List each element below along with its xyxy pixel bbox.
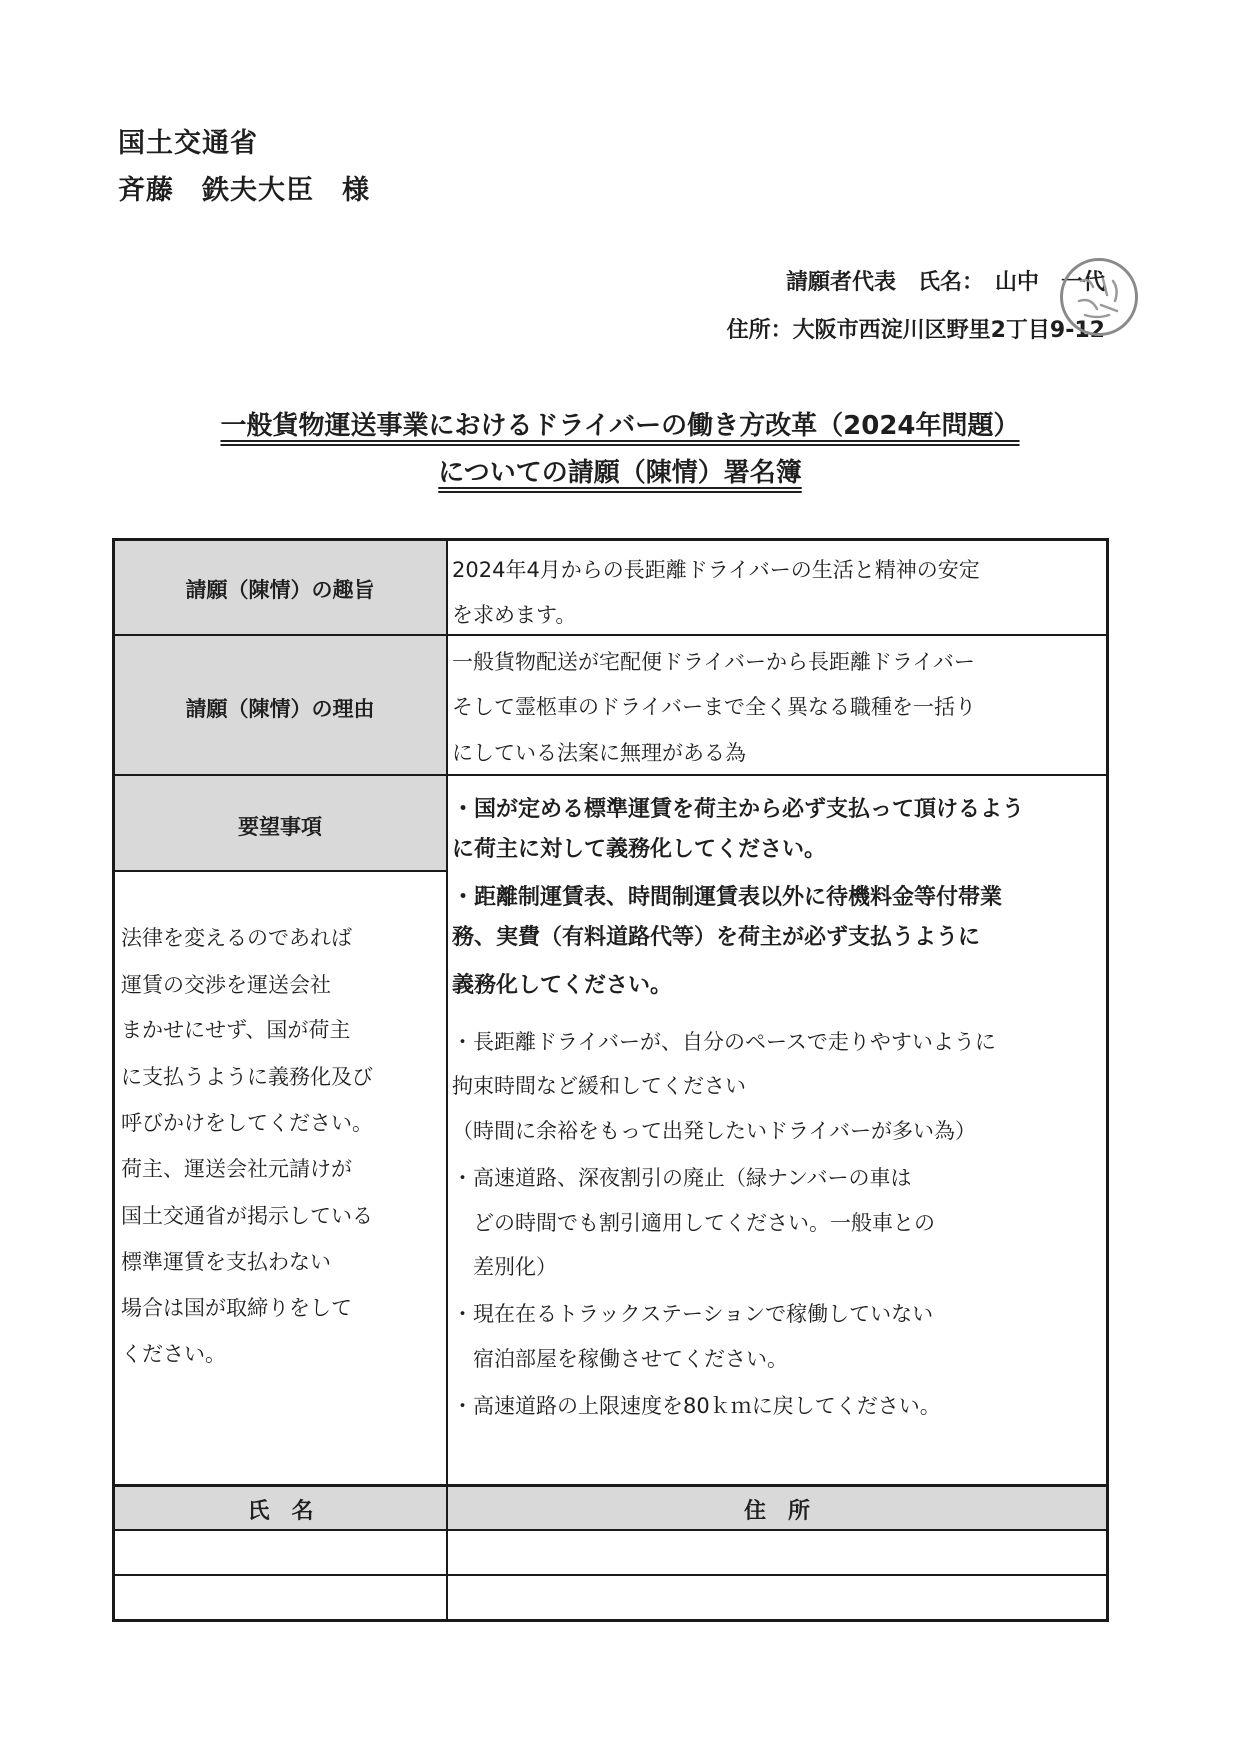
signature-name-field-1[interactable] (115, 1531, 446, 1574)
request-line-2: 拘束時間など緩和してください (452, 1074, 746, 1098)
request-line-9: ・高速道路の上限速度を80ｋｍに戻してください。 (452, 1394, 941, 1418)
note-line-2: 運賃の交渉を運送会社 (121, 973, 331, 997)
note-line-7: 国土交通省が掲示している (121, 1204, 373, 1228)
request-bold-line-2: に荷主に対して義務化してください。 (452, 837, 827, 862)
reason-line-2: そして霊柩車のドライバーまで全く異なる職種を一括り (452, 695, 976, 719)
note-line-3: まかせにせず、国が荷主 (121, 1018, 351, 1042)
petitioner-name: 請願者代表 氏名： 山中 一代 (785, 270, 1105, 295)
document-title-line1-text: 一般貨物運送事業におけるドライバーの働き方改革（2024年問題） (220, 411, 1020, 441)
requests-label: 要望事項 (238, 815, 322, 839)
note-line-1: 法律を変えるのであれば (121, 926, 352, 950)
purpose-label: 請願（陳情）の趣旨 (185, 578, 375, 602)
note-line-8: 標準運賃を支払わない (121, 1250, 331, 1274)
signature-address-field-1[interactable] (448, 1531, 1106, 1574)
request-line-7: ・現在在るトラックステーションで稼働していない (452, 1302, 934, 1326)
request-line-8: 宿泊部屋を稼働させてください。 (452, 1347, 788, 1371)
note-line-10: ください。 (121, 1342, 226, 1366)
note-line-4: に支払うように義務化及び (121, 1065, 373, 1089)
row-divider-signature-header (115, 1484, 1106, 1487)
petitioner-address: 住所：大阪市西淀川区野里2丁目9-12 (726, 318, 1105, 343)
note-line-9: 場合は国が取締りをして (121, 1296, 352, 1320)
request-bold-line-3: ・距離制運賃表、時間制運賃表以外に待機料金等付帯業 (452, 885, 1003, 910)
request-line-5: どの時間でも割引適用してください。一般車との (452, 1211, 935, 1235)
document-title-line2 (0, 452, 1240, 489)
request-bold-line-5: 義務化してください。 (452, 973, 673, 998)
row-divider-purpose (115, 634, 1106, 636)
request-bold-line-1: ・国が定める標準運賃を荷主から必ず支払って頂けるよう (452, 797, 1025, 822)
seal-stamp (1060, 258, 1138, 336)
addressee-minister: 斉藤 鉄夫大臣 様 (118, 175, 370, 206)
reason-line-3: にしている法案に無理がある為 (452, 741, 746, 765)
seal-stamp-icon (1063, 261, 1135, 333)
request-line-3: （時間に余裕をもって出発したいドライバーが多い為） (452, 1119, 976, 1143)
signature-name-header: 氏 名 (247, 1499, 314, 1524)
petition-table (112, 538, 1109, 1622)
signature-name-field-2[interactable] (115, 1576, 446, 1619)
document-title-line2-text: についての請願（陳情）署名簿 (438, 458, 802, 488)
note-line-5: 呼びかけをしてください。 (121, 1111, 373, 1135)
row-divider-reason (115, 774, 1106, 776)
signature-address-header: 住 所 (743, 1499, 810, 1524)
note-line-6: 荷主、運送会社元請けが (121, 1157, 352, 1181)
request-line-1: ・長距離ドライバーが、自分のペースで走りやすいように (452, 1030, 996, 1054)
row-divider-requests-label (115, 870, 446, 872)
request-bold-line-4: 務、実費（有料道路代等）を荷主が必ず支払うように (452, 925, 981, 950)
purpose-line-2: を求めます。 (452, 603, 577, 627)
signature-address-field-2[interactable] (448, 1576, 1106, 1619)
purpose-line-1: 2024年4月からの長距離ドライバーの生活と精神の安定 (452, 558, 980, 582)
column-divider (446, 541, 448, 1619)
reason-label: 請願（陳情）の理由 (185, 697, 375, 721)
request-line-4: ・高速道路、深夜割引の廃止（緑ナンバーの車は (452, 1166, 912, 1190)
reason-line-1: 一般貨物配送が宅配便ドライバーから長距離ドライバー (452, 650, 975, 674)
document-title-line1 (0, 405, 1240, 442)
request-line-6: 差別化） (452, 1255, 557, 1279)
addressee-ministry: 国土交通省 (118, 128, 258, 159)
